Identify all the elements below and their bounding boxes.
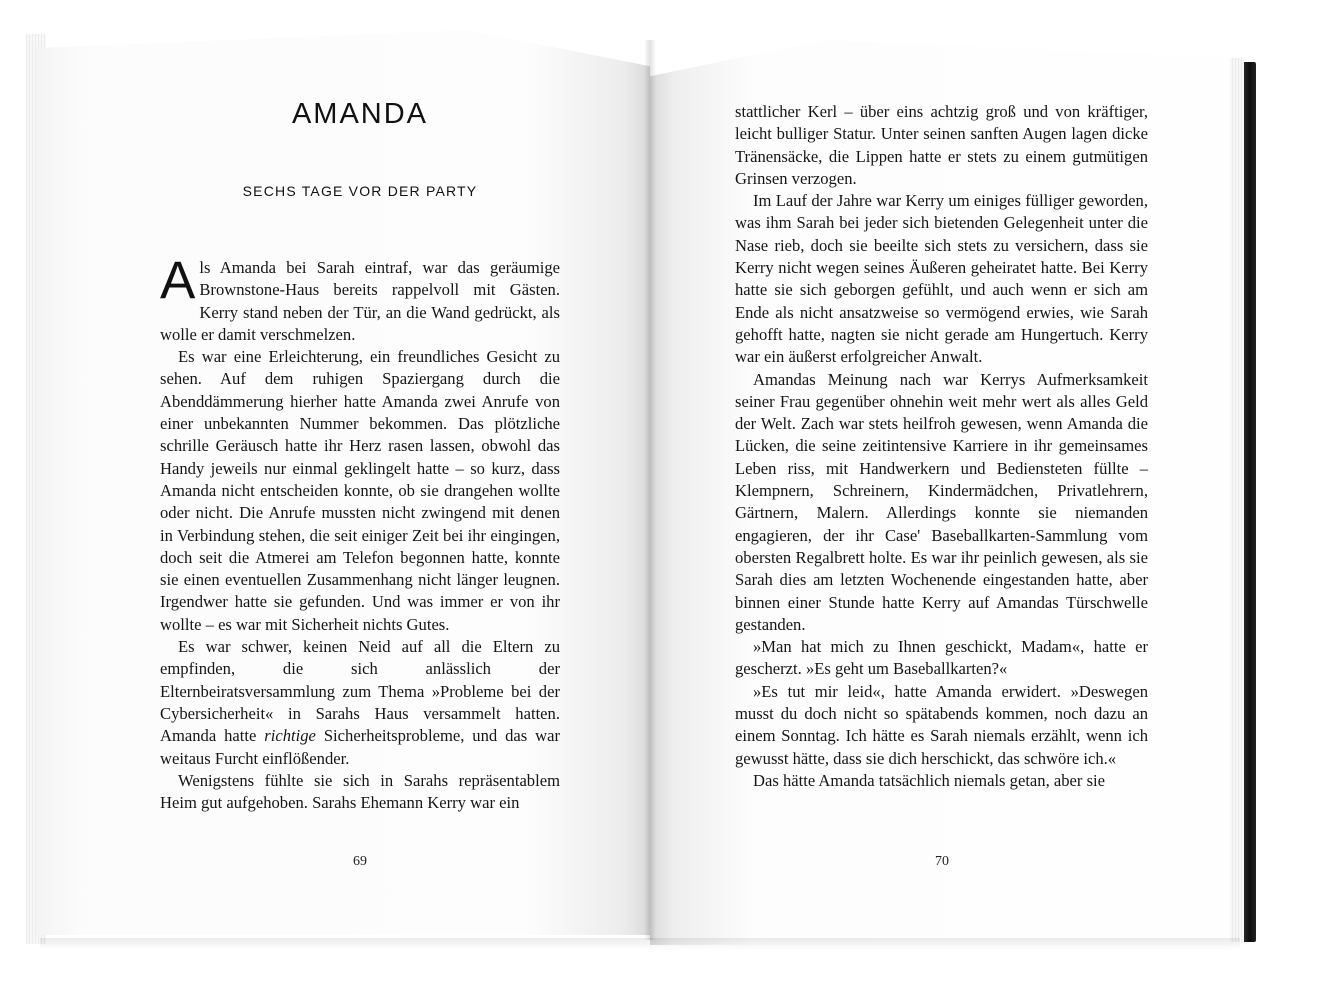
paragraph [160,636,560,770]
drop-cap: A [160,251,196,310]
right-page-text [735,101,1148,792]
book-gutter [644,40,656,940]
paragraph: Im Lauf der Jahre war Kerry um einiges fülliger geworden, was ihm Sarah bei jeder sich bietenden Gelegenheit unter die Nase rieb, doch sie beeilte sich stets zu versichern, dass sie Kerry nicht wegen seines Äußeren geheiratet hatte. Bei Kerry hatte sie sich geborgen gefühlt, und auch wenn er sich am Ende als nicht ansatzweise so vermögend erwies, wie Sarah gehofft hatte, nagten sie nicht gerade am Hungertuch. Kerry war ein äußerst erfolgreicher Anwalt. [735,191,1148,367]
paragraph: Es war eine Erleichterung, ein freundliches Gesicht zu sehen. Auf dem ruhigen Spaziergang durch die Abenddämmerung hierher hatte Amanda zwei Anrufe von einer unbekannten Nummer bekommen. Das plötzliche schrille Geräusch hatte ihr Herz rasen lassen, obwohl das Handy jeweils nur einmal geklingelt hatte – so kurz, dass Amanda nicht entscheiden konnte, ob sie drangehen wollte oder nicht. Die Anrufe mussten nicht zwingend mit denen in Verbindung stehen, die seit einiger Zeit bei ihr eingingen, doch seit die Atmerei am Telefon begonnen hatte, konnte sie einen eventuellen Zusammenhang nicht länger leugnen. Irgendwer hatte sie gefunden. Und was immer er von ihr wollte – es war mit Sicherheit nichts Gutes. [160,347,560,634]
emphasis: richtige [264,726,316,746]
chapter-subtitle: SECHS TAGE VOR DER PARTY [242,183,478,199]
paragraph: Das hätte Amanda tatsächlich niemals getan, aber sie [753,770,1106,790]
page-number-right: 70 [935,854,949,869]
paragraph-text: Sicherheitsprobleme, und das war weitaus Furcht einflößender. [160,726,560,768]
left-page-text [160,251,560,814]
paragraph: Wenigstens fühlte sie sich in Sarahs repräsentablem Heim gut aufgehoben. Sarahs Ehemann Kerry war ein [160,770,560,813]
paragraph: »Man hat mich zu Ihnen geschickt, Madam«, hatte er gescherzt. »Es geht um Baseballkarten?« [735,637,1148,679]
chapter-title: AMANDA [291,98,429,130]
first-paragraph-text: ls Amanda bei Sarah eintraf, war das geräumige Brownstone-Haus bereits rappelvoll mit Gästen. Kerry stand neben der Tür, an die Wand gedrückt, als wolle er damit verschmelzen. [160,258,560,344]
paragraph [160,251,560,346]
paragraph: Amandas Meinung nach war Kerrys Aufmerksamkeit seiner Frau gegenüber ohnehin weit mehr wert als alles Geld der Welt. Zach war stets heilfroh gewesen, wenn Amanda die Lücken, die seine zeitintensive Karriere in ihr gemeinsames Leben riss, mit Handwerkern und Bediensteten füllte – Klempnern, Schreinern, Kindermädchen, Privatlehrern, Gärtnern, Malern. Allerdings konnte sie niemanden engagieren, der ihr Case' Baseballkarten-Sammlung vom obersten Regalbrett holte. Es war ihr peinlich gewesen, als sie Sarah dies am letzten Wochenende eingestanden hatte, aber binnen einer Stunde hatte Kerry auf Amandas Türschwelle gestanden. [735,369,1148,634]
paragraph: stattlicher Kerl – über eins achtzig groß und von kräftiger, leicht bulliger Statur. Unter seinen sanften Augen lagen dicke Tränensäcke, die Lippen hatte er stets zu einem gutmütigen Grinsen verzogen. [735,102,1148,188]
book-shadow [40,938,1240,950]
page-number-left: 69 [353,854,367,869]
paragraph: »Es tut mir leid«, hatte Amanda erwidert. »Deswegen musst du doch nicht so spätabends kommen, noch dazu an einem Sonntag. Ich hätte es Sarah niemals erzählt, wenn ich gewusst hätte, dass sie dich herschickt, das schwöre ich.« [735,681,1148,768]
paragraph-text: Es war schwer, keinen Neid auf all die Eltern zu empfinden, die sich anlässlich der Elternbeiratsversammlung zum Thema »Probleme bei der Cybersicherheit« in Sarahs Haus versammelt hatten. Amanda hatte [160,637,560,746]
